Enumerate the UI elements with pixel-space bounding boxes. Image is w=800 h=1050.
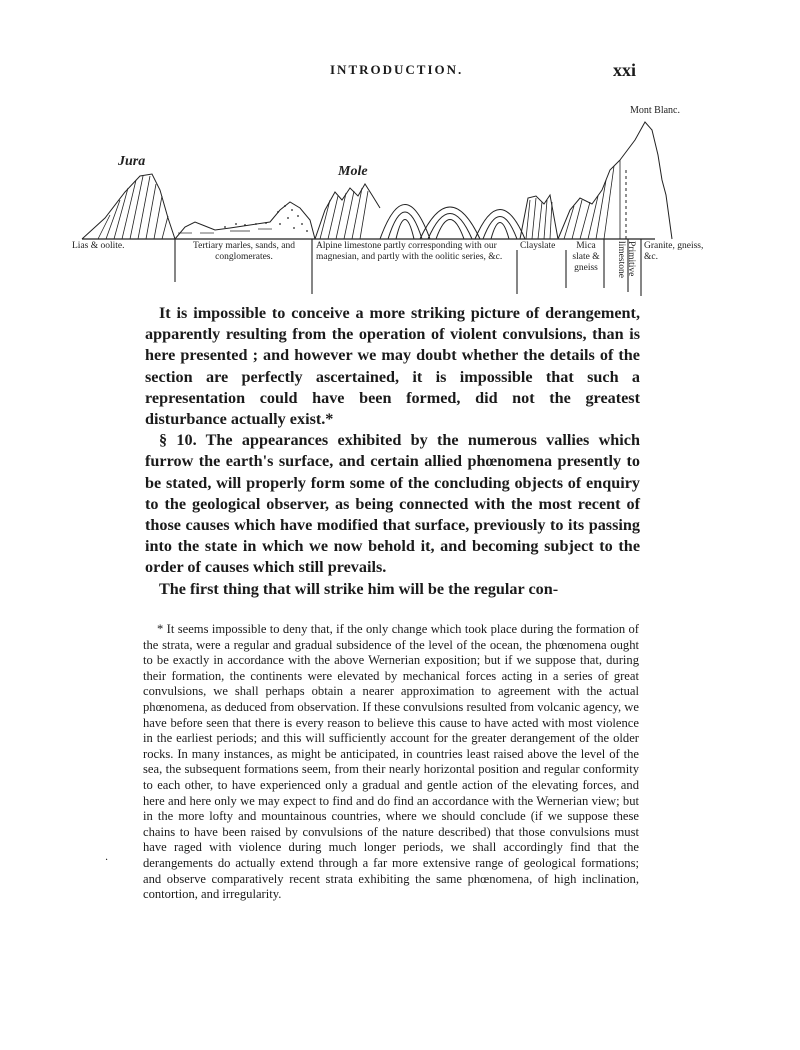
- paragraph-derangement: It is impossible to conceive a more striking picture of derangement, apparently resulting from the operation of violent convulsions, than is here presented ; and however we may doubt whether the details of the section are perfectly ascertained, it is impossible that such a representation could have been formed, did not the greatest disturbance actually exist.*: [145, 304, 640, 429]
- mole-label: Mole: [338, 164, 368, 179]
- geological-section-figure: [72, 100, 710, 300]
- running-header: [0, 62, 800, 86]
- strata-label-granite: Granite, gneiss, &c.: [644, 241, 704, 262]
- strata-label-tertiary: Tertiary marles, sands, and conglomerates.: [193, 241, 295, 262]
- strata-label-mica-slate: Mica slate & gneiss: [572, 241, 600, 273]
- jura-label: Jura: [118, 154, 146, 169]
- strata-label-primitive-limestone: Primitive limestone: [616, 241, 636, 278]
- strata-label-alpine-limestone: Alpine limestone partly corresponding with our magnesian, and partly with the oolitic series, &c.: [316, 241, 503, 262]
- page-number: xxi: [613, 60, 637, 80]
- margin-mark: ·: [105, 855, 109, 866]
- footnote: [143, 622, 639, 903]
- footnote-text: * It seems impossible to deny that, if the only change which took place during the formation of the strata, were a regular and gradual subsidence of the level of the ocean, the phœnomena ought to be exactly in accordance with the above Wernerian exposition; but if we suppose that, during their formation, the continents were elevated by mechanical forces acting in a series of great convulsions, we shall perhaps obtain a nearer approximation to agreement with the actual phœnomena, as deduced from observation. If these convulsions resulted from volcanic agency, we have before seen that there is every reason to believe this cause to have acted with most violence in the earliest periods; and this will sufficiently account for the greater derangement of the older rocks. In many instances, as might be anticipated, in countries least raised above the level of the sea, the subsequent formations seem, from their nearly horizontal position and regular conformity to each other, to have experienced only a gradual and gentle action of the elevating forces, and here and here only we may expect to find and do find an accordance with the Wernerian view; but in the more lofty and mountainous countries, where we should conclude (if we suppose these chains to have been raised by convulsions of the nature described) that those convulsions must have raged with violence during much longer periods, we shall accordingly find that the derangements do actually extend through a far more extensive range of geological formations; and observe comparatively recent strata exhibiting the same phœnomena, of high inclination, contortion, and irregularity.: [143, 622, 639, 902]
- paragraph-regular-con: The first thing that will strike him will be the regular con-: [159, 579, 559, 598]
- mont-blanc-label: Mont Blanc.: [630, 105, 680, 116]
- paragraph-section-10: § 10. The appearances exhibited by the numerous vallies which furrow the earth's surface, and certain allied phœnomena presently to be stated, will properly form some of the concluding objects of enquiry to the geological observer, as being connected with the most recent of those causes which have modified that surface, previously to its passing into the state in which we now behold it, and becoming subject to the order of causes which still prevails.: [145, 431, 640, 577]
- strata-label-clayslate: Clayslate: [520, 241, 556, 251]
- strata-label-lias: Lias & oolite.: [72, 241, 125, 251]
- body-text: [145, 303, 640, 600]
- running-title: INTRODUCTION.: [330, 62, 464, 77]
